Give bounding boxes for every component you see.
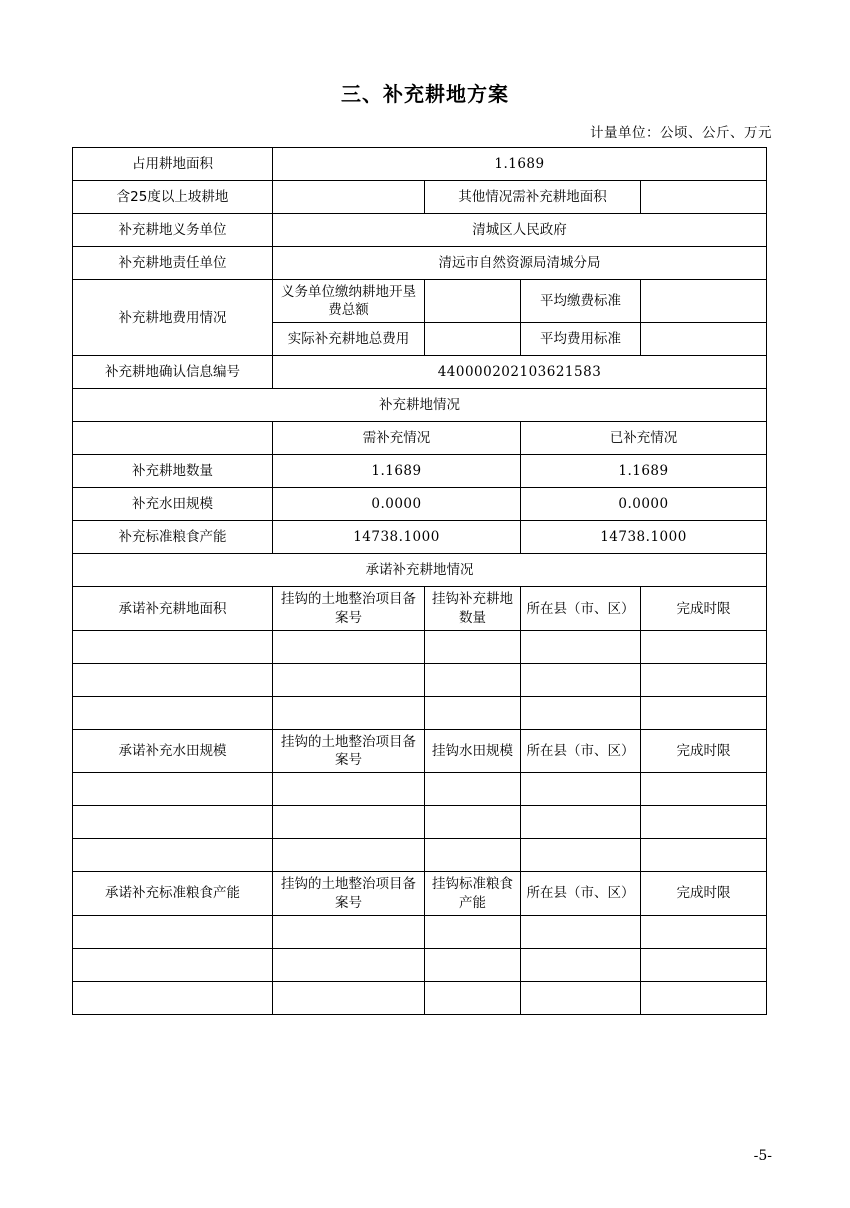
actual-total-cost-label: 实际补充耕地总费用 xyxy=(273,323,425,356)
promise-grain-cell xyxy=(273,915,425,948)
grain-capacity-need: 14738.1000 xyxy=(273,521,521,554)
supplement-quantity-need: 1.1689 xyxy=(273,455,521,488)
table-row xyxy=(73,455,767,488)
promise-grain-cell xyxy=(521,915,641,948)
table-row xyxy=(73,148,767,181)
promise-paddy-cell xyxy=(425,839,521,872)
table-row xyxy=(73,181,767,214)
table-row xyxy=(73,422,767,455)
measurement-unit-note: 计量单位：公顷、公斤、万元 xyxy=(590,125,772,141)
duty-unit-value: 清城区人民政府 xyxy=(273,214,767,247)
promise-paddy-cell xyxy=(273,806,425,839)
paddy-scale-need: 0.0000 xyxy=(273,488,521,521)
table-row xyxy=(73,773,767,806)
promise-area-cell xyxy=(273,696,425,729)
promise-grain-cell xyxy=(641,915,767,948)
section-header-promise: 承诺补充耕地情况 xyxy=(73,554,767,587)
grain-capacity-done: 14738.1000 xyxy=(521,521,767,554)
page-number: -5- xyxy=(753,1148,772,1164)
occupied-area-value: 1.1689 xyxy=(273,148,767,181)
promise-grain-cell xyxy=(641,981,767,1014)
table-row xyxy=(73,981,767,1014)
promise-area-project-label: 挂钩的土地整治项目备案号 xyxy=(273,587,425,630)
promise-paddy-cell xyxy=(273,839,425,872)
table-row xyxy=(73,663,767,696)
confirmation-number-value: 440000202103621583 xyxy=(273,356,767,389)
promise-grain-project-label: 挂钩的土地整治项目备案号 xyxy=(273,872,425,915)
duty-unit-label: 补充耕地义务单位 xyxy=(73,214,273,247)
promise-paddy-cell xyxy=(425,773,521,806)
promise-paddy-cell xyxy=(641,839,767,872)
promise-area-cell xyxy=(425,696,521,729)
promise-area-cell xyxy=(641,663,767,696)
promise-grain-label: 承诺补充标准粮食产能 xyxy=(73,872,273,915)
promise-grain-cell xyxy=(273,981,425,1014)
promise-area-cell xyxy=(273,663,425,696)
promise-area-cell xyxy=(641,696,767,729)
average-cost-standard-label: 平均费用标准 xyxy=(521,323,641,356)
supplement-quantity-label: 补充耕地数量 xyxy=(73,455,273,488)
promise-paddy-cell xyxy=(521,773,641,806)
slope-farmland-value xyxy=(273,181,425,214)
promise-area-cell xyxy=(521,663,641,696)
table-row xyxy=(73,729,767,772)
column-header-done: 已补充情况 xyxy=(521,422,767,455)
promise-area-cell xyxy=(425,630,521,663)
promise-paddy-cell xyxy=(73,773,273,806)
table-row xyxy=(73,356,767,389)
empty-cell xyxy=(73,422,273,455)
table-row xyxy=(73,554,767,587)
other-situation-label: 其他情况需补充耕地面积 xyxy=(425,181,641,214)
promise-area-county-label: 所在县（市、区） xyxy=(521,587,641,630)
occupied-area-label: 占用耕地面积 xyxy=(73,148,273,181)
promise-paddy-cell xyxy=(641,806,767,839)
average-payment-standard-value xyxy=(641,280,767,323)
promise-area-label: 承诺补充耕地面积 xyxy=(73,587,273,630)
promise-grain-deadline-label: 完成时限 xyxy=(641,872,767,915)
promise-area-cell xyxy=(521,696,641,729)
table-row xyxy=(73,915,767,948)
promise-area-cell xyxy=(73,630,273,663)
confirmation-number-label: 补充耕地确认信息编号 xyxy=(73,356,273,389)
paddy-scale-label: 补充水田规模 xyxy=(73,488,273,521)
promise-grain-cell xyxy=(73,915,273,948)
promise-area-cell xyxy=(425,663,521,696)
promise-paddy-cell xyxy=(73,806,273,839)
section-header-supplement: 补充耕地情况 xyxy=(73,389,767,422)
grain-capacity-label: 补充标准粮食产能 xyxy=(73,521,273,554)
supplement-farmland-table xyxy=(72,147,767,1015)
promise-area-cell xyxy=(641,630,767,663)
promise-grain-cell xyxy=(73,948,273,981)
promise-paddy-label: 承诺补充水田规模 xyxy=(73,729,273,772)
promise-grain-county-label: 所在县（市、区） xyxy=(521,872,641,915)
average-payment-standard-label: 平均缴费标准 xyxy=(521,280,641,323)
promise-grain-cell xyxy=(273,948,425,981)
promise-area-deadline-label: 完成时限 xyxy=(641,587,767,630)
fee-situation-label: 补充耕地费用情况 xyxy=(73,280,273,356)
table-row xyxy=(73,280,767,323)
promise-area-cell xyxy=(73,663,273,696)
promise-paddy-cell xyxy=(425,806,521,839)
actual-total-cost-value xyxy=(425,323,521,356)
promise-grain-cell xyxy=(73,981,273,1014)
responsible-unit-value: 清远市自然资源局清城分局 xyxy=(273,247,767,280)
promise-area-cell xyxy=(273,630,425,663)
page-title: 三、补充耕地方案 xyxy=(341,82,509,106)
promise-grain-cell xyxy=(521,948,641,981)
paddy-scale-done: 0.0000 xyxy=(521,488,767,521)
supplement-quantity-done: 1.1689 xyxy=(521,455,767,488)
table-row xyxy=(73,839,767,872)
promise-grain-cell xyxy=(425,915,521,948)
table-row xyxy=(73,587,767,630)
average-cost-standard-value xyxy=(641,323,767,356)
table-row xyxy=(73,389,767,422)
table-row xyxy=(73,247,767,280)
promise-paddy-cell xyxy=(273,773,425,806)
fee-paid-total-value xyxy=(425,280,521,323)
table-row xyxy=(73,488,767,521)
promise-paddy-cell xyxy=(521,806,641,839)
promise-paddy-cell xyxy=(641,773,767,806)
promise-grain-cell xyxy=(641,948,767,981)
table-row xyxy=(73,806,767,839)
table-row xyxy=(73,214,767,247)
table-row xyxy=(73,948,767,981)
promise-paddy-county-label: 所在县（市、区） xyxy=(521,729,641,772)
promise-area-cell xyxy=(521,630,641,663)
promise-paddy-cell xyxy=(521,839,641,872)
promise-grain-quantity-label: 挂钩标准粮食产能 xyxy=(425,872,521,915)
promise-paddy-project-label: 挂钩的土地整治项目备案号 xyxy=(273,729,425,772)
promise-paddy-quantity-label: 挂钩水田规模 xyxy=(425,729,521,772)
promise-grain-cell xyxy=(425,948,521,981)
promise-grain-cell xyxy=(521,981,641,1014)
fee-paid-total-label: 义务单位缴纳耕地开垦费总额 xyxy=(273,280,425,323)
promise-paddy-deadline-label: 完成时限 xyxy=(641,729,767,772)
other-situation-value xyxy=(641,181,767,214)
promise-area-quantity-label: 挂钩补充耕地数量 xyxy=(425,587,521,630)
slope-farmland-label: 含25度以上坡耕地 xyxy=(73,181,273,214)
promise-area-cell xyxy=(73,696,273,729)
table-row xyxy=(73,696,767,729)
table-row xyxy=(73,630,767,663)
responsible-unit-label: 补充耕地责任单位 xyxy=(73,247,273,280)
promise-paddy-cell xyxy=(73,839,273,872)
table-row xyxy=(73,872,767,915)
table-row xyxy=(73,521,767,554)
column-header-need: 需补充情况 xyxy=(273,422,521,455)
promise-grain-cell xyxy=(425,981,521,1014)
